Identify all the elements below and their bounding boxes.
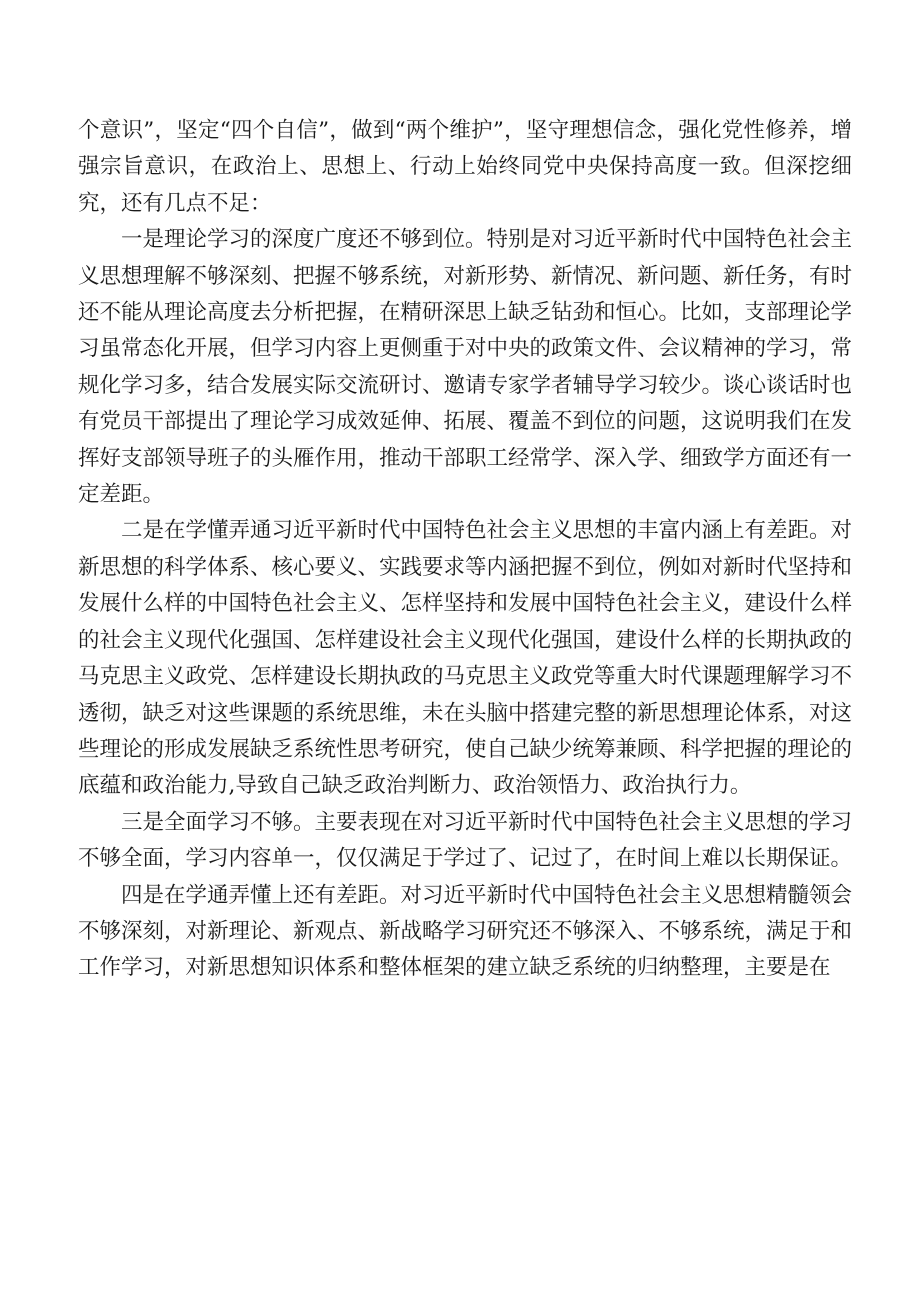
- paragraph-3: 二是在学懂弄通习近平新时代中国特色社会主义思想的丰富内涵上有差距。对新思想的科学体系、核心要义、实践要求等内涵把握不到位，例如对新时代坚持和发展什么样的中国特色社会主义、怎样坚持和发展中国特色社会主义，建设什么样的社会主义现代化强国、怎样建设社会主义现代化强国，建设什么样的长期执政的马克思主义政党、怎样建设长期执政的马克思主义政党等重大时代课题理解学习不透彻，缺乏对这些课题的系统思维，未在头脑中搭建完整的新思想理论体系，对这些理论的形成发展缺乏系统性思考研究，使自己缺少统筹兼顾、科学把握的理论的底蕴和政治能力,导致自己缺乏政治判断力、政治领悟力、政治执行力。: [78, 518, 853, 799]
- paragraph-5: 四是在学通弄懂上还有差距。对习近平新时代中国特色社会主义思想精髓领会不够深刻，对新理论、新观点、新战略学习研究还不够深入、不够系统，满足于和工作学习，对新思想知识体系和整体框架的建立缺乏系统的归纳整理，主要是在: [78, 882, 853, 981]
- paragraph-4: 三是全面学习不够。主要表现在对习近平新时代中国特色社会主义思想的学习不够全面，学习内容单一，仅仅满足于学过了、记过了，在时间上难以长期保证。: [78, 809, 853, 872]
- paragraph-2: 一是理论学习的深度广度还不够到位。特别是对习近平新时代中国特色社会主义思想理解不够深刻、把握不够系统，对新形势、新情况、新问题、新任务，有时还不能从理论高度去分析把握，在精研深思上缺乏钻劲和恒心。比如，支部理论学习虽常态化开展，但学习内容上更侧重于对中央的政策文件、会议精神的学习，常规化学习多，结合发展实际交流研讨、邀请专家学者辅导学习较少。谈心谈话时也有党员干部提出了理论学习成效延伸、拓展、覆盖不到位的问题，这说明我们在发挥好支部领导班子的头雁作用，推动干部职工经常学、深入学、细致学方面还有一定差距。: [78, 227, 853, 508]
- document-body: [78, 113, 852, 987]
- paragraph-1: 个意识”，坚定“四个自信”，做到“两个维护”，坚守理想信念，强化党性修养，增强宗旨意识，在政治上、思想上、行动上始终同党中央保持高度一致。但深挖细究，还有几点不足：: [78, 118, 852, 216]
